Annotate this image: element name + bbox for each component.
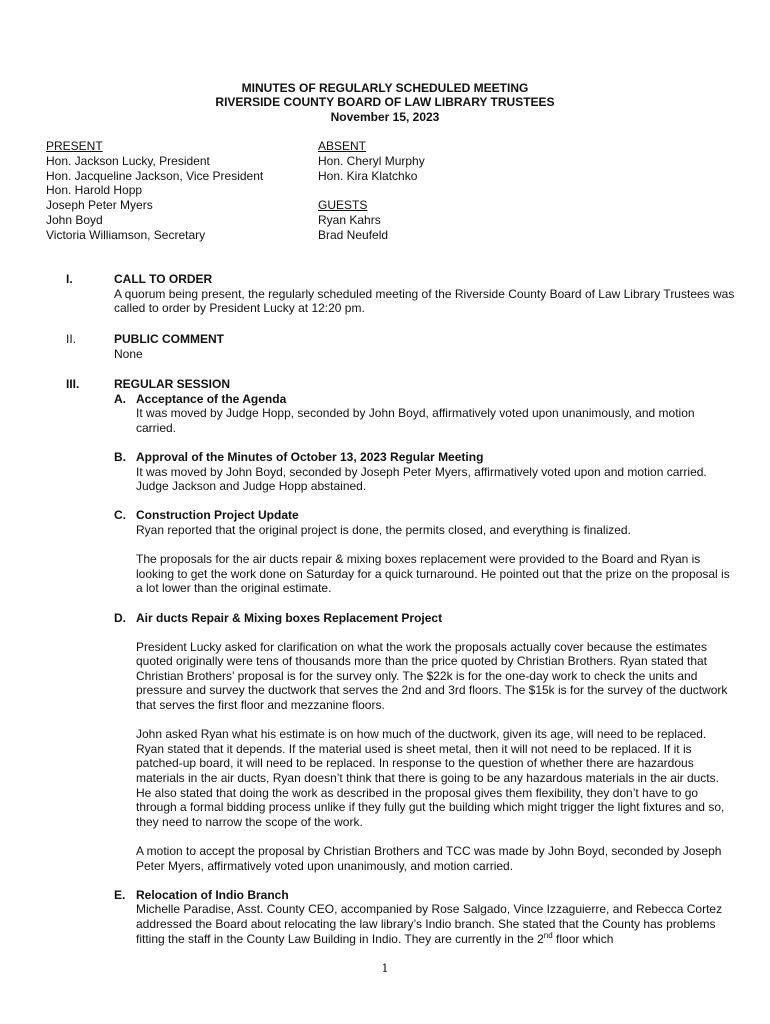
page-number: 1 [381, 962, 389, 975]
present-label: PRESENT [46, 139, 103, 153]
subsection-paragraph: Michelle Paradise, Asst. County CEO, accompanied by Rose Salgado, Vince Izzaguierre, and Rebecca Cortez addressed the Board about relocating the law library’s Indio branch. She stated that the County has problems fitting the staff in the County Law Building in Indio. They are currently in the 2nd floor which [136, 902, 723, 946]
absent-guests-column [318, 139, 425, 243]
subsection-paragraph: John asked Ryan what his estimate is on how much of the ductwork, given its age, will need to be replaced. Ryan stated that it depends. If the material used is sheet metal, then it will not need to be replaced. If it is patched-up board, it will need to be replaced. In response to the question of whether there are hazardous materials in the air ducts, Ryan doesn’t think that there is going to be any hazardous materials in the air ducts. He also stated that doing the work as described in the proposal gives them flexibility, they don’t have to go through a formal bidding process unlike if they fully gut the building which might trigger the light fixtures and so, they need to narrow the scope of the work. [136, 727, 725, 829]
subsection-agenda [114, 392, 736, 436]
section-regular-session [66, 377, 736, 946]
section-text: A quorum being present, the regularly scheduled meeting of the Riverside County Board of Law Library Trustees was called to order by President Lucky at 12:20 pm. [114, 286, 735, 316]
document-title: MINUTES OF REGULARLY SCHEDULED MEETING [241, 81, 529, 95]
subsection-paragraph: The proposals for the air ducts repair & mixing boxes replacement were provided to the Board and Ryan is looking to get the work done on Saturday for a quick turnaround. He pointed out that the prize on the proposal is a lot lower than the original estimate. [136, 552, 730, 596]
subsection-paragraph: A motion to accept the proposal by Christian Brothers and TCC was made by John Boyd, seconded by Joseph Peter Myers, affirmatively voted upon unanimously, and motion carried. [136, 844, 722, 873]
guest: Ryan Kahrs [318, 212, 381, 227]
present-column [46, 139, 263, 243]
section-numeral: II. [66, 332, 77, 346]
section-text: None [114, 346, 143, 361]
section-public-comment [66, 332, 736, 361]
present-member: Hon. Harold Hopp [46, 183, 143, 198]
absent-member: Hon. Kira Klatchko [318, 168, 418, 183]
subsection-letter: A. [114, 391, 126, 406]
subsection-indio-relocation [114, 888, 736, 946]
section-numeral: I. [66, 272, 73, 286]
ordinal-suffix: nd [543, 930, 553, 940]
section-heading: REGULAR SESSION [114, 377, 231, 391]
section-heading: CALL TO ORDER [114, 272, 213, 286]
subsection-minutes-approval [114, 450, 736, 494]
present-member: Hon. Jackson Lucky, President [46, 153, 210, 168]
subsection-text: It was moved by Judge Hopp, seconded by John Boyd, affirmatively voted upon unanimously, and motion carried. [136, 406, 695, 435]
present-member: John Boyd [46, 212, 103, 227]
absent-label: ABSENT [318, 139, 367, 153]
section-heading: PUBLIC COMMENT [114, 332, 224, 346]
subsection-letter: C. [114, 508, 126, 523]
subsection-air-ducts [114, 611, 736, 874]
subsection-paragraph: Ryan reported that the original project is done, the permits closed, and everything is finalized. [136, 522, 631, 537]
guests-label: GUESTS [318, 198, 368, 213]
subsection-heading: Acceptance of the Agenda [136, 391, 287, 406]
subsection-letter: E. [114, 887, 126, 902]
meeting-date: November 15, 2023 [330, 110, 440, 124]
section-call-to-order [66, 272, 736, 316]
present-member: Joseph Peter Myers [46, 198, 153, 213]
subsection-heading: Construction Project Update [136, 508, 299, 523]
present-member: Victoria Williamson, Secretary [46, 227, 206, 242]
subsection-heading: Approval of the Minutes of October 13, 2023 Regular Meeting [136, 449, 484, 464]
guest: Brad Neufeld [318, 227, 389, 242]
subsection-letter: D. [114, 610, 126, 625]
subsection-letter: B. [114, 449, 126, 464]
subsection-heading: Relocation of Indio Branch [136, 887, 289, 902]
absent-member: Hon. Cheryl Murphy [318, 153, 425, 168]
subsection-construction-update [114, 508, 736, 596]
subsection-paragraph: President Lucky asked for clarification on what the work the proposals actually cover because the estimates quoted originally were tens of thousands more than the price quoted by Christian Brothers. Ryan stated that Christian Brothers’ proposal is for the survey only. The $22k is for the one-day work to check the units and pressure and survey the ductwork that serves the 2nd and 3rd floors. The $15k is for the survey of the ductwork that serves the first floor and mezzanine floors. [136, 639, 728, 713]
present-member: Hon. Jacqueline Jackson, Vice President [46, 168, 264, 183]
board-name: RIVERSIDE COUNTY BOARD OF LAW LIBRARY TRUSTEES [215, 95, 555, 109]
subsection-text: It was moved by John Boyd, seconded by Joseph Peter Myers, affirmatively voted upon and motion carried. Judge Jackson and Judge Hopp abstained. [136, 464, 707, 494]
section-numeral: III. [66, 377, 80, 391]
subsection-heading: Air ducts Repair & Mixing boxes Replacement Project [136, 610, 443, 625]
